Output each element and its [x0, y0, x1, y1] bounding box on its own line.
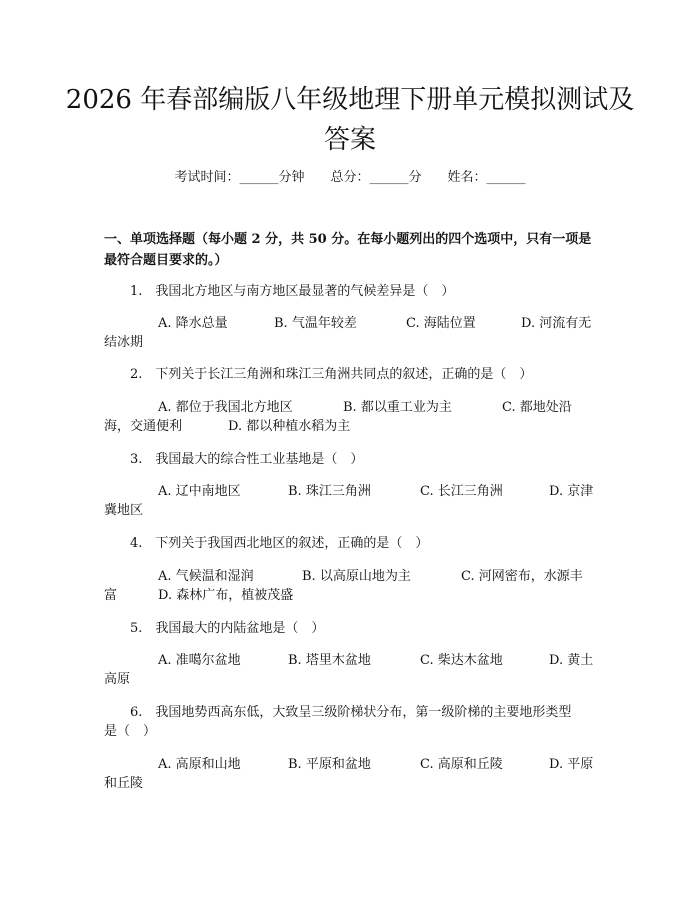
question-3-option-wrap: 冀地区 [104, 503, 144, 518]
exam-meta-line: 考试时间：______分钟 总分：______分 姓名：______ [174, 170, 526, 185]
question-6-option-b: B. 平原和盆地 [288, 757, 371, 772]
question-6-option-wrap: 和丘陵 [104, 776, 144, 791]
question-1-option-c: C. 海陆位置 [406, 316, 476, 331]
document-title: 2026 年春部编版八年级地理下册单元模拟测试及答案 [65, 85, 635, 155]
question-1-option-wrap: 结冰期 [104, 335, 144, 350]
question-6-option-c: C. 高原和丘陵 [420, 757, 503, 772]
question-5-option-c: C. 柴达木盆地 [420, 653, 503, 668]
question-4-option-d: D. 森林广布，植被茂盛 [158, 588, 294, 603]
question-1-option-a: A. 降水总量 [158, 316, 228, 331]
question-2-option-a: A. 都位于我国北方地区 [158, 400, 293, 415]
question-1-option-d: D. 河流有无 [521, 316, 592, 331]
question-6-stem: 6. 我国地势西高东低，大致呈三级阶梯状分布，第一级阶梯的主要地形类型 [130, 705, 572, 720]
question-4-option-a: A. 气候温和湿润 [158, 569, 254, 584]
question-5-option-a: A. 准噶尔盆地 [158, 653, 241, 668]
question-4-stem: 4. 下列关于我国西北地区的叙述，正确的是（ ） [130, 536, 429, 551]
question-5-option-d: D. 黄土 [549, 653, 594, 668]
question-5-option-wrap: 高原 [104, 672, 131, 687]
question-2-option-b: B. 都以重工业为主 [343, 400, 452, 415]
question-5-option-b: B. 塔里木盆地 [288, 653, 371, 668]
question-3-option-b: B. 珠江三角洲 [288, 484, 371, 499]
question-1-option-b: B. 气温年较差 [274, 316, 357, 331]
question-3-stem: 3. 我国最大的综合性工业基地是（ ） [130, 452, 364, 467]
question-4-option-c: C. 河网密布，水源丰 [461, 569, 583, 584]
question-4-option-wrap: 富 [104, 588, 118, 603]
question-3-option-d: D. 京津 [549, 484, 594, 499]
question-3-option-c: C. 长江三角洲 [420, 484, 503, 499]
question-2-option-wrap: 海，交通便利 [104, 419, 183, 434]
question-6-option-a: A. 高原和山地 [158, 757, 241, 772]
question-6-option-d: D. 平原 [549, 757, 594, 772]
section-heading: 一、单项选择题（每小题 2 分，共 50 分。在每小题列出的四个选项中，只有一项是最符合题目要求的。） [104, 232, 592, 268]
question-3-option-a: A. 辽中南地区 [158, 484, 241, 499]
question-2-option-c: C. 都地处沿 [502, 400, 572, 415]
question-5-stem: 5. 我国最大的内陆盆地是（ ） [130, 621, 325, 636]
question-4-option-b: B. 以高原山地为主 [302, 569, 411, 584]
question-1-stem: 1. 我国北方地区与南方地区最显著的气候差异是（ ） [130, 284, 455, 299]
question-6-stem-wrap: 是（ ） [104, 724, 157, 739]
question-2-stem: 2. 下列关于长江三角洲和珠江三角洲共同点的叙述，正确的是（ ） [130, 367, 533, 382]
question-2-option-d: D. 都以种植水稻为主 [228, 419, 351, 434]
